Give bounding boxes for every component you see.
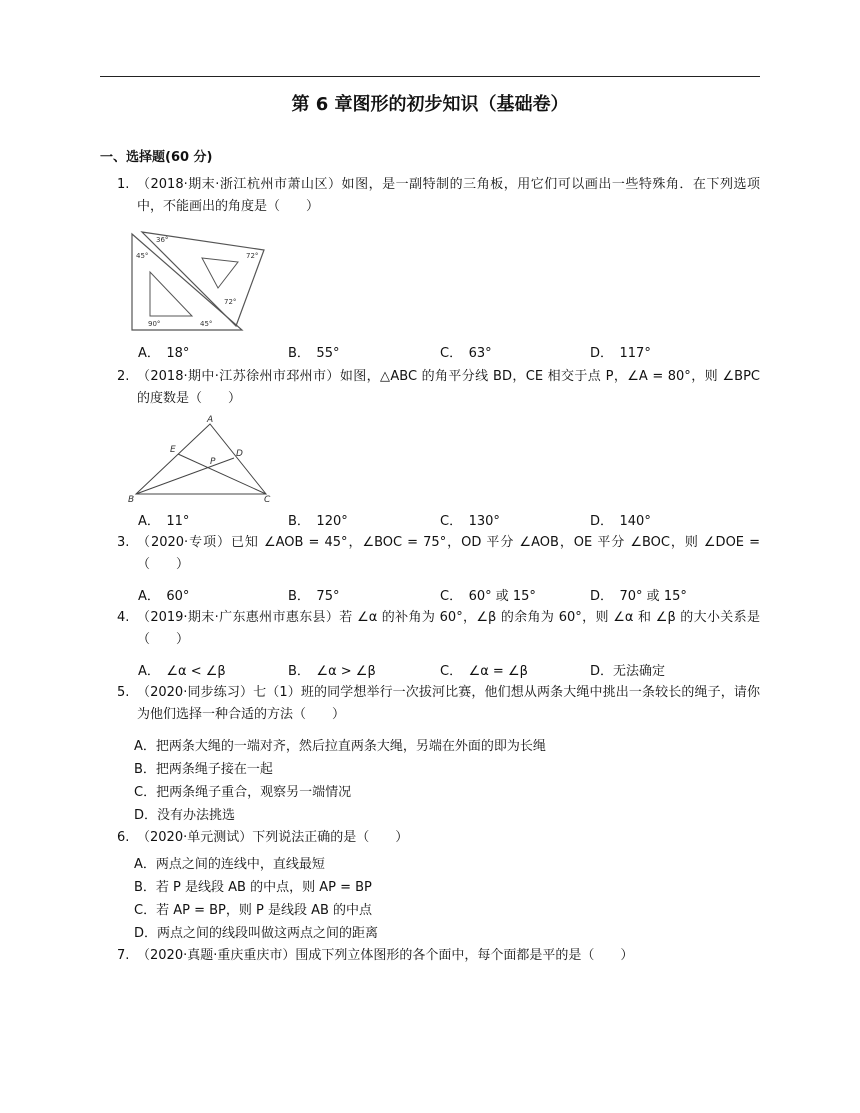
question-5 [117,682,760,726]
angle-label: 72° [224,298,237,306]
point-label: A [207,415,214,425]
question-number: 4. [117,610,130,625]
option-d[interactable]: D．没有办法挑选 [134,808,236,823]
option-d[interactable]: D．两点之间的线段叫做这两点之间的距离 [134,926,379,941]
question-number: 3. [117,535,130,550]
angle-label: 72° [246,252,259,260]
option-b[interactable]: B． 55° [288,346,340,361]
question-number: 6. [117,830,130,845]
question-1 [117,174,760,218]
option-c[interactable]: C．若 AP = BP，则 P 是线段 AB 的中点 [134,903,373,918]
question-text: （2020·专项）已知 ∠AOB = 45°，∠BOC = 75°，OD 平分 ∠AOB，OE 平分 ∠BOC，则 ∠DOE =（ ） [137,535,760,572]
option-d[interactable]: D．无法确定 [590,664,666,679]
option-b[interactable]: B．把两条绳子接在一起 [134,762,273,777]
option-a[interactable]: A．两点之间的连线中，直线最短 [134,857,325,872]
question-6 [117,827,760,849]
header-rule [100,76,760,77]
special-triangle-hole [202,258,238,288]
option-c[interactable]: C． ∠α = ∠β [440,664,528,679]
option-b[interactable]: B． ∠α > ∠β [288,664,376,679]
point-label: D [236,449,243,459]
option-a[interactable]: A． ∠α < ∠β [138,664,226,679]
angle-label: 90° [148,320,161,328]
triangle-rulers-figure [128,228,268,334]
question-4 [117,607,760,651]
question-2 [117,366,760,410]
section-heading: 一、选择题(60 分) [100,150,213,165]
question-text: （2020·单元测试）下列说法正确的是（ ） [137,830,409,845]
question-text: （2018·期末·浙江杭州市萧山区）如图，是一副特制的三角板，用它们可以画出一些特殊角．在下列选项中，不能画出的角度是（ ） [137,177,760,214]
angle-label: 45° [136,252,149,260]
point-label: E [170,445,176,455]
question-text: （2020·同步练习）七（1）班的同学想举行一次拔河比赛，他们想从两条大绳中挑出一条较长的绳子，请你为他们选择一种合适的方法（ ） [137,685,760,722]
option-c[interactable]: C．把两条绳子重合，观察另一端情况 [134,785,352,800]
question-number: 1. [117,177,130,192]
option-d[interactable]: D． 70° 或 15° [590,589,687,604]
triangle-abc [136,424,266,494]
point-label: B [128,495,135,504]
question-number: 7. [117,948,130,963]
option-b[interactable]: B． 75° [288,589,340,604]
option-d[interactable]: D． 117° [590,346,651,361]
option-d[interactable]: D． 140° [590,514,651,529]
angle-label: 45° [200,320,213,328]
question-text: （2020·真题·重庆重庆市）围成下列立体图形的各个面中，每个面都是平的是（ ） [137,948,634,963]
special-triangle-ruler [142,232,264,326]
point-label: C [264,495,271,504]
question-text: （2018·期中·江苏徐州市邳州市）如图，△ABC 的角平分线 BD，CE 相交于点 P，∠A = 80°，则 ∠BPC 的度数是（ ） [137,369,760,406]
question-3 [117,532,760,576]
angle-label: 36° [156,236,169,244]
option-c[interactable]: C． 63° [440,346,492,361]
option-c[interactable]: C． 60° 或 15° [440,589,536,604]
option-b[interactable]: B．若 P 是线段 AB 的中点，则 AP = BP [134,880,372,895]
question-text: （2019·期末·广东惠州市惠东县）若 ∠α 的补角为 60°，∠β 的余角为 60°，则 ∠α 和 ∠β 的大小关系是（ ） [137,610,760,647]
page-title: 第 6 章图形的初步知识（基础卷） [291,94,569,115]
option-b[interactable]: B． 120° [288,514,348,529]
point-label: P [210,457,216,467]
option-c[interactable]: C． 130° [440,514,500,529]
question-number: 2. [117,369,130,384]
option-a[interactable]: A．把两条大绳的一端对齐，然后拉直两条大绳，另端在外面的即为长绳 [134,739,546,754]
right-triangle-hole [150,272,192,316]
question-7 [117,945,760,967]
option-a[interactable]: A． 11° [138,514,190,529]
option-a[interactable]: A． 60° [138,589,190,604]
bisector-bd [136,458,234,494]
question-number: 5. [117,685,130,700]
triangle-abc-figure [126,412,276,504]
option-a[interactable]: A． 18° [138,346,190,361]
